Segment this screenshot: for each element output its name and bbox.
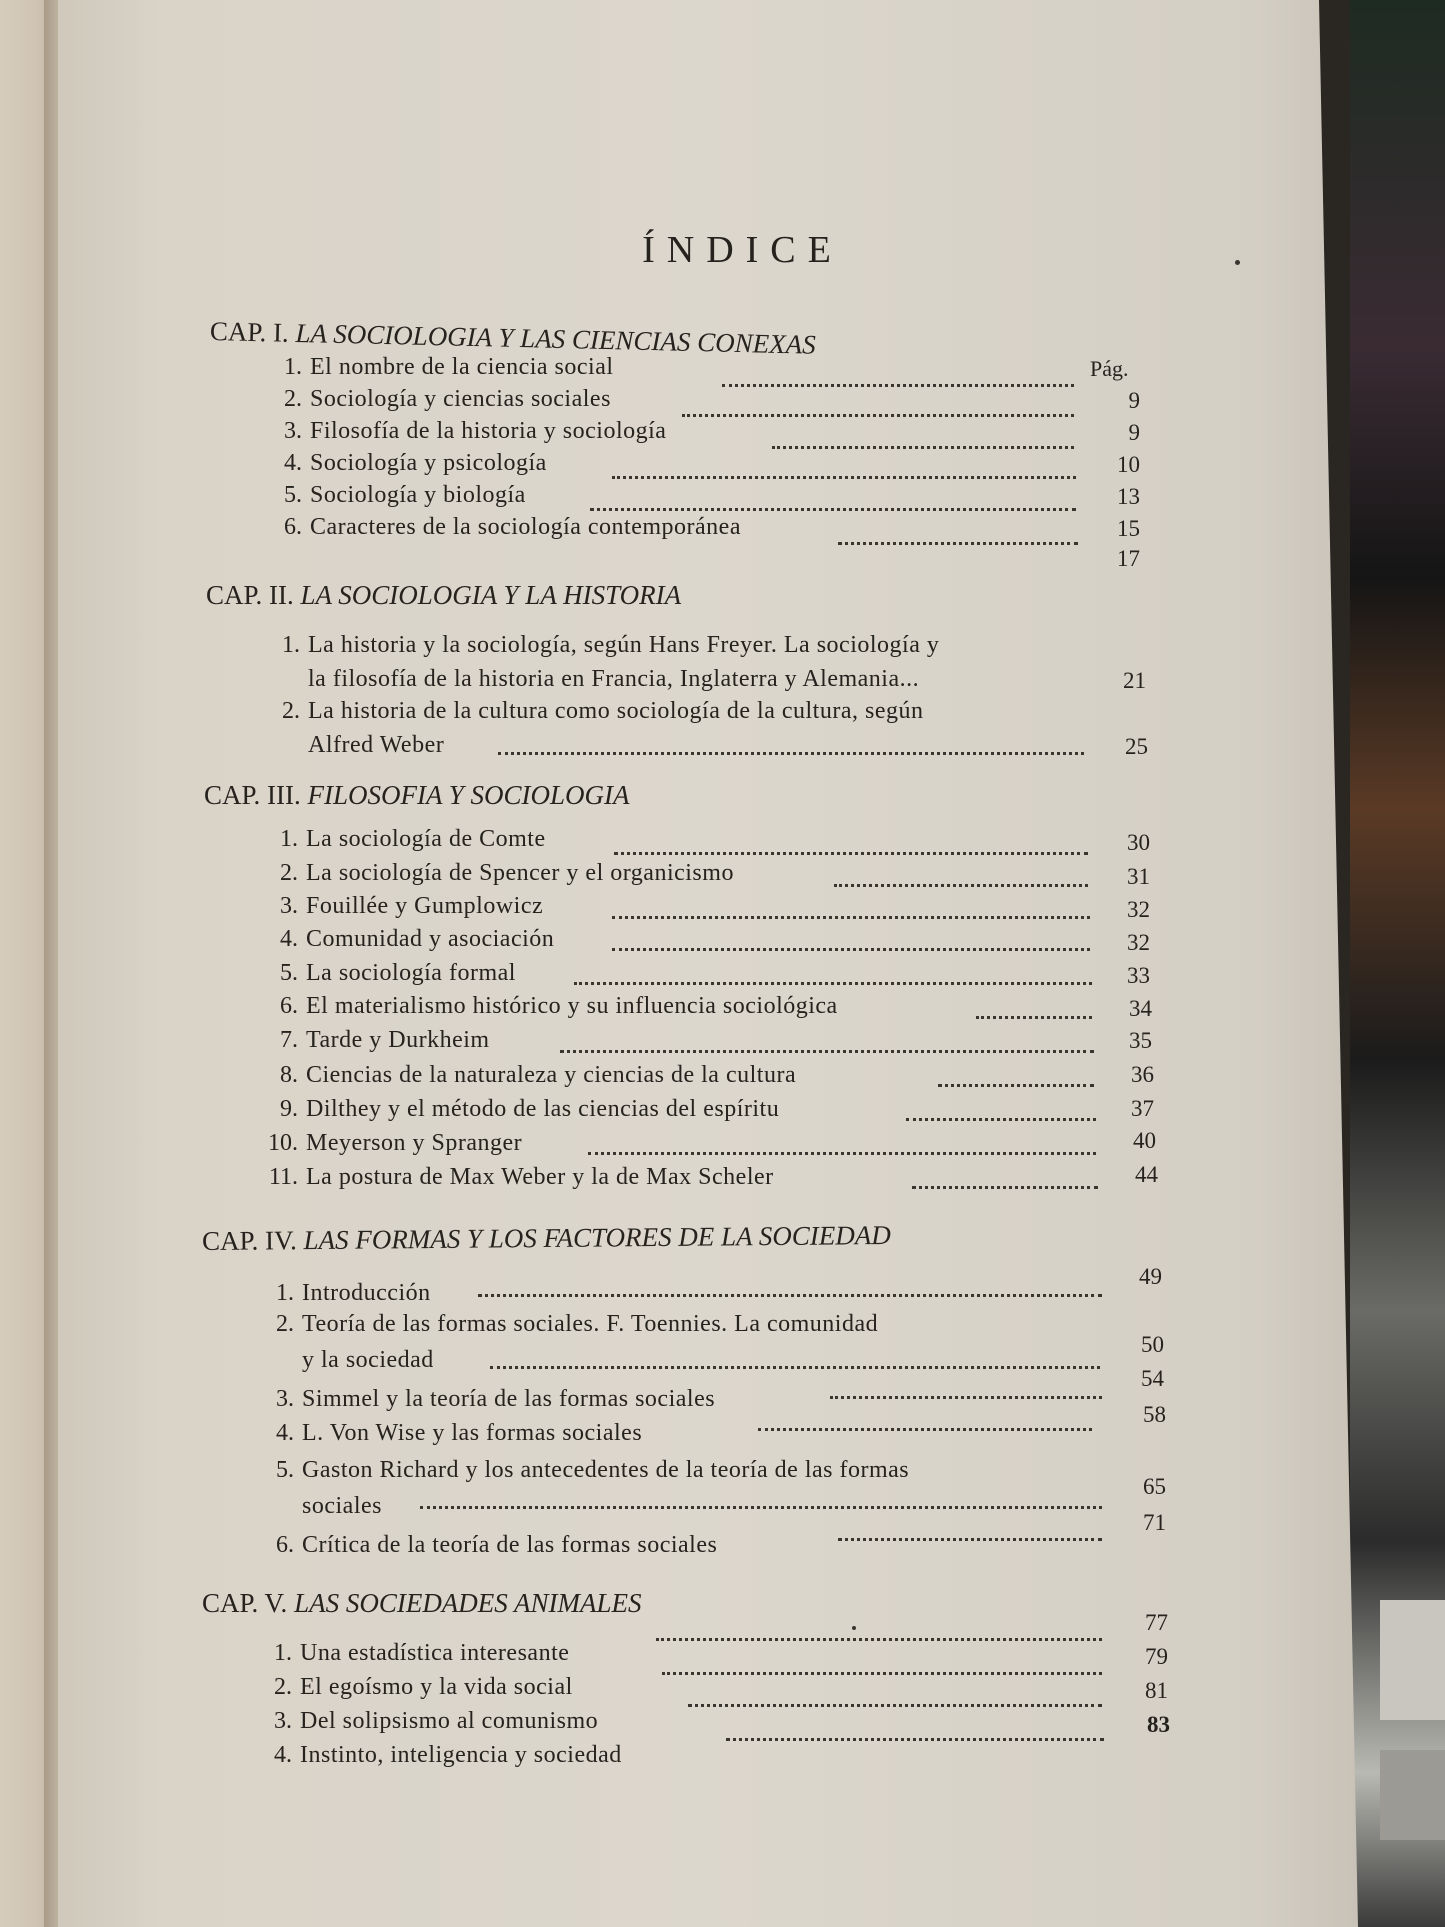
entry-text-continued: Alfred Weber xyxy=(308,732,445,758)
leader-dots xyxy=(758,1424,1092,1431)
entry-number: 2. xyxy=(274,1674,292,1700)
leader-dots xyxy=(976,1012,1092,1019)
leader-dots xyxy=(662,1668,1102,1675)
toc-entry xyxy=(258,1708,598,1735)
toc-entry xyxy=(268,514,741,541)
toc-entry xyxy=(264,960,516,987)
entry-number: 2. xyxy=(280,860,298,886)
entry-page: 17 xyxy=(1117,546,1140,571)
entry-text: Teoría de las formas sociales. F. Toennies. La comunidad xyxy=(302,1311,879,1337)
leader-dots xyxy=(938,1080,1094,1087)
entry-number: 3. xyxy=(276,1386,294,1412)
leader-dots xyxy=(612,912,1090,919)
leader-dots xyxy=(838,538,1078,545)
entry-number: 11. xyxy=(268,1164,298,1190)
entry-number: 5. xyxy=(276,1457,294,1483)
toc-entry xyxy=(260,1280,431,1307)
entry-number: 1. xyxy=(276,1280,294,1306)
entry-text-continued: sociales xyxy=(302,1493,382,1519)
entry-text: La sociología de Spencer y el organicismo xyxy=(306,860,734,886)
leader-dots xyxy=(834,880,1088,887)
entry-page: 25 xyxy=(1125,734,1148,759)
entry-page: 36 xyxy=(1131,1062,1154,1087)
chapter-heading xyxy=(206,580,681,611)
entry-text: Instinto, inteligencia y sociedad xyxy=(300,1742,622,1768)
toc-entry xyxy=(260,1532,717,1559)
entry-text: Una estadística interesante xyxy=(300,1640,570,1666)
leader-dots xyxy=(574,978,1092,985)
leader-dots xyxy=(722,380,1074,387)
leader-dots xyxy=(830,1392,1102,1399)
toc-entry xyxy=(268,354,614,381)
chapter-label: CAP. V. xyxy=(202,1588,288,1618)
entry-text: L. Von Wise y las formas sociales xyxy=(302,1420,643,1446)
entry-number: 1. xyxy=(284,354,302,380)
entry-number: 1. xyxy=(282,632,300,658)
entry-number: 6. xyxy=(280,993,298,1019)
leader-dots xyxy=(478,1290,1102,1297)
entry-text-continued: y la sociedad xyxy=(302,1347,434,1373)
entry-page: 35 xyxy=(1129,1028,1152,1053)
toc-entry xyxy=(264,893,543,920)
toc-entry xyxy=(252,1164,774,1191)
entry-number: 6. xyxy=(284,514,302,540)
chapter-label: CAP. II. xyxy=(206,580,294,610)
entry-page: 79 xyxy=(1145,1644,1168,1669)
toc-entry xyxy=(264,926,554,953)
toc-entry xyxy=(260,1452,909,1524)
entry-number: 1. xyxy=(280,826,298,852)
entry-text: La historia de la cultura como sociología de la cultura, según xyxy=(308,698,924,724)
toc-entry xyxy=(264,1096,779,1123)
entry-text: La sociología de Comte xyxy=(306,826,546,852)
entry-number: 1. xyxy=(274,1640,292,1666)
entry-page: 54 xyxy=(1141,1366,1164,1391)
entry-number: 3. xyxy=(284,418,302,444)
entry-text: Dilthey y el método de las ciencias del espíritu xyxy=(306,1096,780,1122)
entry-number: 10. xyxy=(268,1130,298,1156)
entry-text: Caracteres de la sociología contemporánea xyxy=(310,514,741,540)
entry-page: 30 xyxy=(1127,830,1150,855)
entry-page: 44 xyxy=(1135,1162,1158,1187)
entry-text: El egoísmo y la vida social xyxy=(300,1674,573,1700)
chapter-title: LAS SOCIEDADES ANIMALES xyxy=(294,1588,642,1618)
entry-number: 4. xyxy=(280,926,298,952)
leader-dots xyxy=(612,472,1076,479)
entry-text: La historia y la sociología, según Hans Freyer. La sociología y xyxy=(308,632,940,658)
chapter-heading xyxy=(202,1588,642,1619)
entry-number: 4. xyxy=(274,1742,292,1768)
leader-dots xyxy=(612,944,1090,951)
entry-text: Comunidad y asociación xyxy=(306,926,555,952)
entry-text: Filosofía de la historia y sociología xyxy=(310,418,667,444)
leader-dots xyxy=(682,410,1074,417)
paper-speck xyxy=(1235,260,1240,265)
leader-dots xyxy=(772,442,1074,449)
toc-entry xyxy=(258,1640,569,1667)
entry-text: La postura de Max Weber y la de Max Scheler xyxy=(306,1164,774,1190)
entry-text: Ciencias de la naturaleza y ciencias de la cultura xyxy=(306,1062,797,1088)
entry-page: 21 xyxy=(1123,668,1146,693)
entry-text: El nombre de la ciencia social xyxy=(310,354,614,380)
entry-number: 5. xyxy=(280,960,298,986)
entry-page: 34 xyxy=(1129,996,1152,1021)
entry-number: 3. xyxy=(280,893,298,919)
entry-text: Sociología y ciencias sociales xyxy=(310,386,611,412)
entry-page: 71 xyxy=(1143,1510,1166,1535)
entry-text: La sociología formal xyxy=(306,960,516,986)
entry-page: 31 xyxy=(1127,864,1150,889)
entry-page: 15 xyxy=(1117,516,1140,541)
entry-number: 3. xyxy=(274,1708,292,1734)
toc-entry xyxy=(264,826,546,853)
chapter-heading xyxy=(202,1220,891,1257)
entry-number: 4. xyxy=(276,1420,294,1446)
entry-number: 2. xyxy=(284,386,302,412)
entry-page: 32 xyxy=(1127,897,1150,922)
entry-number: 5. xyxy=(284,482,302,508)
entry-page: 32 xyxy=(1127,930,1150,955)
chapter-label: CAP. IV. xyxy=(201,1225,297,1256)
entry-page: 77 xyxy=(1145,1610,1168,1635)
toc-entry xyxy=(260,1386,715,1413)
entry-page: 65 xyxy=(1143,1474,1166,1499)
entry-text: Meyerson y Spranger xyxy=(306,1130,523,1156)
chapter-heading xyxy=(204,780,630,811)
leader-dots xyxy=(498,748,1084,755)
entry-page: 83 xyxy=(1147,1712,1170,1737)
chapter-title: LA SOCIOLOGIA Y LAS CIENCIAS CONEXAS xyxy=(295,317,817,360)
leader-dots xyxy=(688,1700,1102,1707)
entry-page: 49 xyxy=(1139,1264,1162,1289)
paper-speck xyxy=(852,1626,856,1630)
entry-page: 9 xyxy=(1128,420,1140,445)
toc-entry xyxy=(268,386,611,413)
entry-text: El materialismo histórico y su influencia sociológica xyxy=(306,993,838,1019)
leader-dots xyxy=(906,1114,1096,1121)
entry-text-continued: la filosofía de la historia en Francia, Inglaterra y Alemania... xyxy=(308,666,920,692)
toc-entry xyxy=(264,993,838,1020)
entry-number: 4. xyxy=(284,450,302,476)
entry-number: 7. xyxy=(280,1027,298,1053)
entry-page: 33 xyxy=(1127,963,1150,988)
chapter-label: CAP. III. xyxy=(204,780,301,810)
entry-page: 9 xyxy=(1128,388,1140,413)
leader-dots xyxy=(590,504,1076,511)
toc-entry xyxy=(260,1420,642,1447)
leader-dots xyxy=(726,1734,1104,1741)
toc-entry xyxy=(268,450,547,477)
toc-entry xyxy=(258,1674,573,1701)
toc-entry xyxy=(252,1130,522,1157)
leader-dots xyxy=(420,1502,1102,1509)
entry-number: 2. xyxy=(282,698,300,724)
leader-dots xyxy=(490,1362,1100,1369)
leader-dots xyxy=(912,1182,1098,1189)
leader-dots xyxy=(614,848,1088,855)
toc-entry xyxy=(268,418,666,445)
entry-page: 10 xyxy=(1117,452,1140,477)
entry-page: 58 xyxy=(1143,1402,1166,1427)
leader-dots xyxy=(560,1046,1094,1053)
entry-page: 13 xyxy=(1117,484,1140,509)
entry-text: Fouillée y Gumplowicz xyxy=(306,893,544,919)
entry-text: Crítica de la teoría de las formas sociales xyxy=(302,1532,718,1558)
toc-entry xyxy=(264,1027,490,1054)
entry-number: 8. xyxy=(280,1062,298,1088)
page-title: ÍNDICE xyxy=(642,229,843,271)
entry-text: Simmel y la teoría de las formas sociales xyxy=(302,1386,716,1412)
toc-entry xyxy=(264,1062,796,1089)
leader-dots xyxy=(588,1148,1096,1155)
chapter-title: LA SOCIOLOGIA Y LA HISTORIA xyxy=(300,580,682,610)
toc-entry xyxy=(264,860,734,887)
entry-text: Del solipsismo al comunismo xyxy=(300,1708,599,1734)
page-column-label: Pág. xyxy=(1090,356,1129,381)
chapter-title: FILOSOFIA Y SOCIOLOGIA xyxy=(307,780,630,810)
leader-dots xyxy=(838,1534,1102,1541)
entry-number: 6. xyxy=(276,1532,294,1558)
entry-number: 9. xyxy=(280,1096,298,1122)
entry-text: Sociología y biología xyxy=(310,482,526,508)
entry-text: Tarde y Durkheim xyxy=(306,1027,490,1053)
entry-page: 40 xyxy=(1133,1128,1156,1153)
entry-page: 50 xyxy=(1141,1332,1164,1357)
toc-entry xyxy=(266,628,939,696)
chapter-title: LAS FORMAS Y LOS FACTORES DE LA SOCIEDAD xyxy=(303,1219,891,1256)
leader-dots xyxy=(656,1634,1102,1641)
chapter-label: CAP. I. xyxy=(209,316,290,348)
entry-text: Sociología y psicología xyxy=(310,450,547,476)
toc-entry xyxy=(268,482,526,509)
entry-page: 81 xyxy=(1145,1678,1168,1703)
entry-text: Gaston Richard y los antecedentes de la teoría de las formas xyxy=(302,1457,910,1483)
entry-number: 2. xyxy=(276,1311,294,1337)
entry-page: 37 xyxy=(1131,1096,1154,1121)
toc-entry xyxy=(258,1742,622,1769)
entry-text: Introducción xyxy=(302,1280,431,1306)
